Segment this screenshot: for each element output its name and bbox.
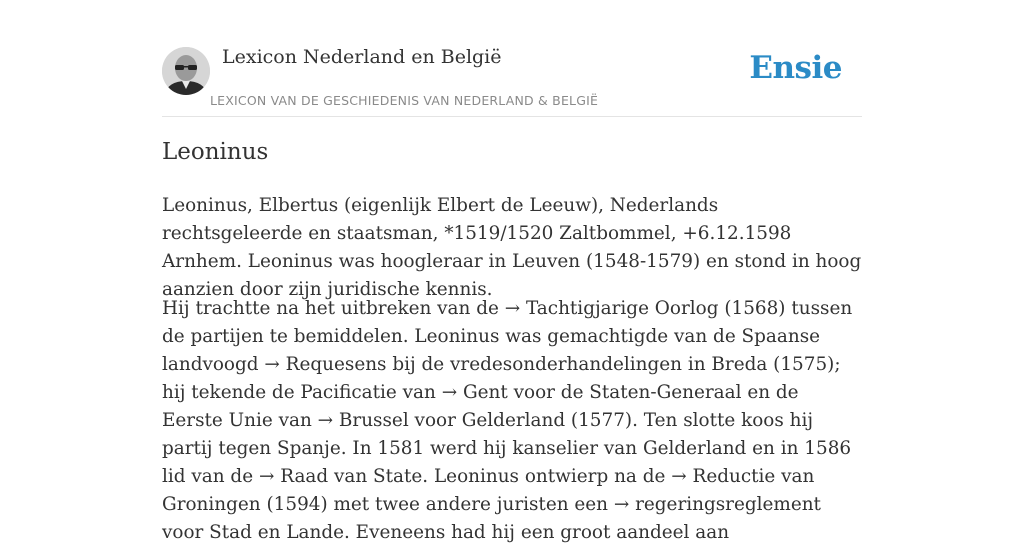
cross-reference-link[interactable]: → Reductie van Groningen — [162, 466, 815, 515]
site-subtitle: LEXICON VAN DE GESCHIEDENIS VAN NEDERLAND & BELGIË — [210, 93, 599, 108]
site-header — [162, 0, 862, 117]
paragraph-text: voor Stad en Lande. Eveneens had hij een groot aandeel aan — [162, 522, 730, 543]
cross-reference-link[interactable]: → Tachtigjarige Oorlog — [504, 298, 719, 319]
paragraph-text: Hij trachtte na het uitbreken van de — [162, 298, 505, 319]
paragraph-text: (1594) met twee andere juristen een — [260, 494, 614, 515]
paragraph-text: bij de vredesonderhandelingen in Breda (1575); hij tekende de Pacificatie van — [162, 354, 841, 403]
site-title[interactable]: Lexicon Nederland en België — [222, 46, 502, 68]
cross-reference-link[interactable]: → Brussel — [317, 410, 409, 431]
cross-reference-link[interactable]: → regeringsreglement — [613, 494, 821, 515]
paragraph-text: (1568) tussen de partijen te bemiddelen. Leoninus was gemachtigde van de Spaanse landvoogd — [162, 298, 853, 375]
cross-reference-link[interactable]: → Raad van State — [258, 466, 423, 487]
article-paragraph-1: Leoninus, Elbertus (eigenlijk Elbert de Leeuw), Nederlands rechtsgeleerde en staatsman, *1519/1520 Zaltbommel, +6.12.1598 Arnhem. Leoninus was hoogleraar in Leuven (1548-1579) en stond in hoog aanzien door zijn juridische kennis. — [162, 195, 862, 300]
cross-reference-link[interactable]: → Requesens — [264, 354, 387, 375]
avatar-photo-icon — [162, 47, 210, 95]
cross-reference-link[interactable]: → Gent — [441, 382, 508, 403]
paragraph-text: . Leoninus ontwierp na de — [422, 466, 672, 487]
paragraph-text: voor Gelderland (1577). Ten slotte koos hij partij tegen Spanje. In 1581 werd hij kanselier van Gelderland en in 1586 lid van de — [162, 410, 852, 487]
paragraph-text: voor de Staten-Generaal en de Eerste Unie van — [162, 382, 799, 431]
page — [162, 0, 862, 543]
page-title: Leoninus — [162, 139, 269, 165]
ensie-logo[interactable]: Ensie — [749, 50, 842, 86]
article-paragraph-2 — [162, 295, 862, 547]
author-avatar[interactable] — [162, 47, 210, 95]
